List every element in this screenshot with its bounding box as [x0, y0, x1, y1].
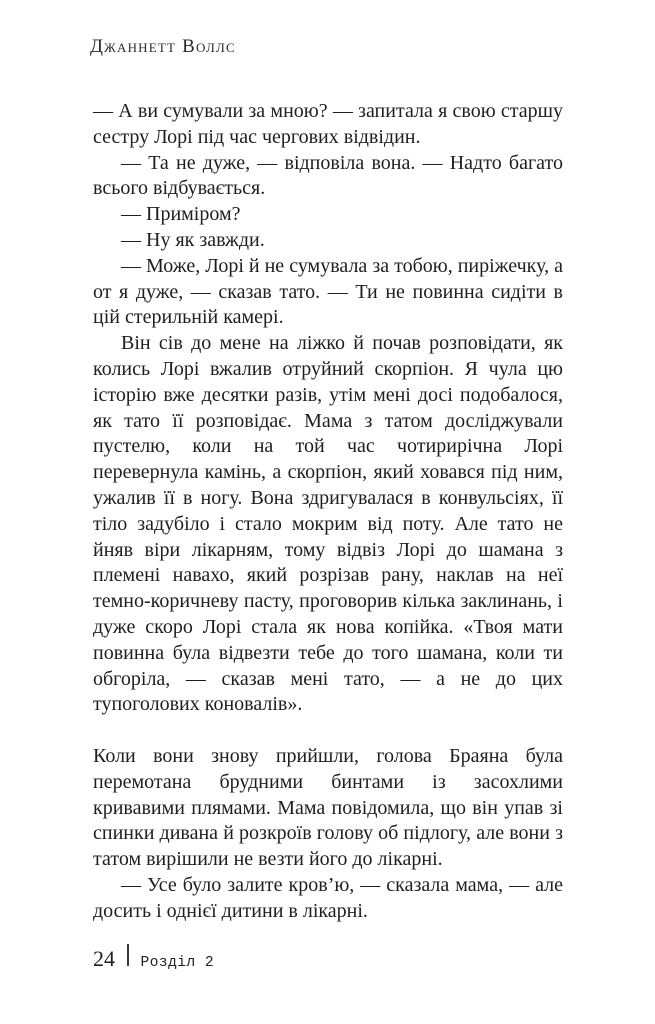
- page-footer: [93, 944, 214, 972]
- paragraph-section-start: Коли вони знову прийшли, голова Браяна була перемотана брудними бинтами із засохлими кривавими плямами. Мама повідомила, що він упав зі спинки дивана й розкроїв голову об підлогу, але вони з татом вирішили не везти його до лікарні.: [93, 744, 563, 871]
- paragraph-dialogue: — Усе було залите кров’ю, — сказала мама, — але досить і однієї дитини в лікарні.: [93, 873, 563, 922]
- page-number: 24: [93, 946, 115, 971]
- paragraph-dialogue: — Та не дуже, — відповіла вона. — Надто багато всього відбувається.: [93, 151, 563, 200]
- paragraph-dialogue: — Приміром?: [121, 203, 241, 226]
- paragraph-narrative: Він сів до мене на ліжко й почав розповідати, як колись Лорі вжалив отруйний скорпіон. Я чула цю історію вже десятки разів, утім мені досі подобалося, як тато її розповідає. Мама з татом досліджували пустелю, коли на той час чотирирічна Лорі перевернула камінь, а скорпіон, який ховався під ним, ужалив її в ногу. Вона здригувалася в конвульсіях, її тіло задубіло і стало мокрим від поту. Але тато не йняв віри лікарням, тому відвіз Лорі до шамана з племені навахо, який розрізав рану, наклав на неї темно-коричневу пасту, проговорив кілька заклинань, і дуже скоро Лорі стала як нова копійка. «Твоя мати повинна була відвезти тебе до того шамана, коли ти обгоріла, — сказав мені тато, — а не до цих тупоголових коновалів».: [93, 332, 563, 716]
- paragraph-dialogue: — Може, Лорі й не сумувала за тобою, пиріжечку, а от я дуже, — сказав тато. — Ти не повинна сидіти в цій стерильній камері.: [93, 254, 563, 329]
- chapter-label: Розділ 2: [140, 955, 215, 971]
- page-text: [93, 99, 563, 925]
- running-header: [90, 36, 236, 58]
- paragraph-dialogue: — Ну як завжди.: [121, 228, 265, 251]
- author-name: Джаннетт Воллс: [90, 36, 236, 57]
- footer-divider: [127, 944, 129, 966]
- paragraph-dialogue: — А ви сумували за мною? — запитала я свою старшу сестру Лорі під час чергових відвідин.: [93, 100, 563, 148]
